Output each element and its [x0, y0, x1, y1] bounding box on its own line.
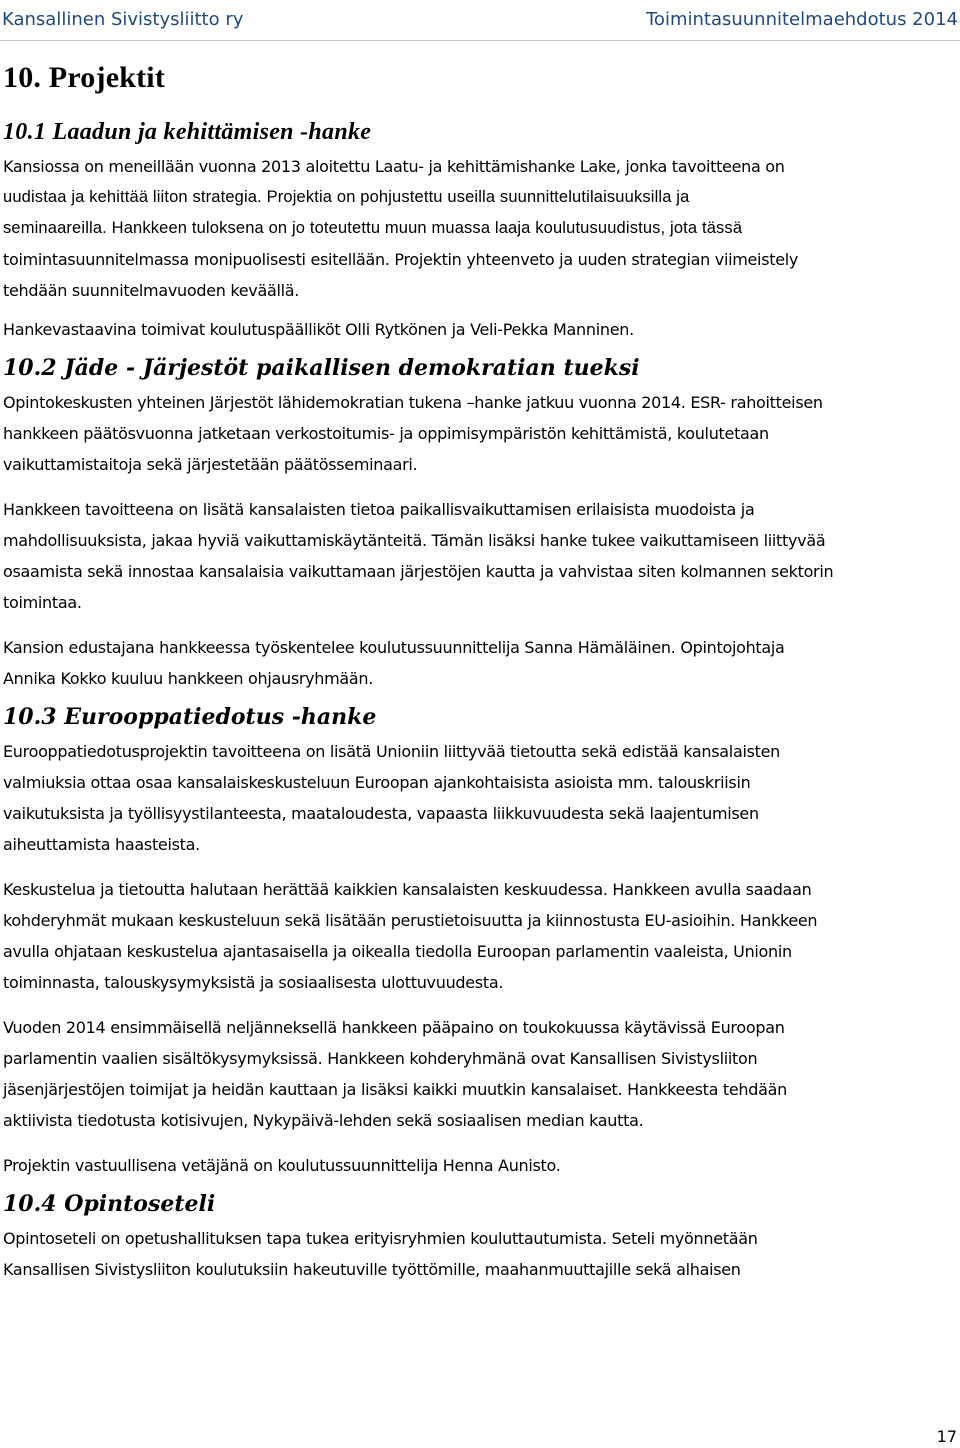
- text-line: toiminnasta, talouskysymyksistä ja sosiaalisesta ulottuvuudesta.: [3, 973, 504, 992]
- text-line: avulla ohjataan keskustelua ajantasaisella ja oikealla tiedolla Euroopan parlamentin vaaleista, Unionin: [3, 942, 792, 961]
- section-heading: 10.1 Laadun ja kehittämisen -hanke: [3, 119, 372, 145]
- text-line: Opintoseteli on opetushallituksen tapa tukea erityisryhmien kouluttautumista. Seteli myönnetään: [3, 1229, 758, 1248]
- text-line: valmiuksia ottaa osaa kansalaiskeskusteluun Euroopan ajankohtaisista asioista mm. talouskriisin: [3, 773, 751, 792]
- section-laatu-hanke: [3, 115, 955, 345]
- text-line: parlamentin vaalien sisältökysymyksissä. Hankkeen kohderyhmänä ovat Kansallisen Sivistysliiton: [3, 1049, 758, 1068]
- text-line: Opintokeskusten yhteinen Järjestöt lähidemokratian tukena –hanke jatkuu vuonna 2014. ESR- rahoitteisen: [3, 393, 823, 412]
- paragraph: [3, 314, 955, 345]
- paragraph: [3, 494, 955, 618]
- paragraph: [3, 736, 955, 860]
- text-line: tehdään suunnitelmavuoden keväällä.: [3, 281, 300, 300]
- text-line: osaamista sekä innostaa kansalaisia vaikuttamaan järjestöjen kautta ja vahvistaa siten kolmannen sektorin: [3, 562, 834, 581]
- text-line: Kansallisen Sivistysliiton koulutuksiin hakeutuville työttömille, maahanmuuttajille sekä alhaisen: [3, 1260, 741, 1279]
- text-line: Vuoden 2014 ensimmäisellä neljänneksellä hankkeen pääpaino on toukokuussa käytävissä Euroopan: [3, 1018, 785, 1037]
- text-line: Annika Kokko kuuluu hankkeen ohjausryhmään.: [3, 669, 374, 688]
- text-line: Projektin vastuullisena vetäjänä on koulutussuunnittelija Henna Aunisto.: [3, 1156, 561, 1175]
- header-document-title: Toimintasuunnitelmaehdotus 2014: [646, 9, 958, 30]
- paragraph: [3, 874, 955, 998]
- paragraph: [3, 1012, 955, 1136]
- text-line: uudistaa ja kehittää liiton strategia. Projektia on pohjustettu useilla suunnittelutilaisuuksilla ja: [3, 188, 690, 206]
- section-heading: 10.3 Eurooppatiedotus -hanke: [3, 704, 377, 730]
- text-line: vaikuttamistaitoja sekä järjestetään päätösseminaari.: [3, 455, 418, 474]
- section-jade-hanke: [3, 351, 955, 694]
- text-line: aktiivista tiedotusta kotisivujen, Nykypäivä-lehden sekä sosiaalisen median kautta.: [3, 1111, 644, 1130]
- text-line: toimintasuunnitelmassa monipuolisesti esitellään. Projektin yhteenveto ja uuden strategian viimeistely: [3, 250, 799, 269]
- text-line: Keskustelua ja tietoutta halutaan herättää kaikkien kansalaisten keskuudessa. Hankkeen avulla saadaan: [3, 880, 812, 899]
- text-line: aiheuttamista haasteista.: [3, 835, 200, 854]
- text-line: Kansion edustajana hankkeessa työskentelee koulutussuunnittelija Sanna Hämäläinen. Opintojohtaja: [3, 638, 785, 657]
- paragraph: [3, 1223, 955, 1285]
- section-heading: 10.4 Opintoseteli: [3, 1191, 216, 1217]
- section-opintoseteli: [3, 1187, 955, 1285]
- document-body: [3, 60, 955, 1299]
- text-line: Eurooppatiedotusprojektin tavoitteena on lisätä Unioniin liittyvää tietoutta sekä edistää kansalaisten: [3, 742, 780, 761]
- text-line: toimintaa.: [3, 593, 82, 612]
- paragraph: [3, 387, 955, 480]
- page-header: [0, 0, 960, 41]
- text-line: kohderyhmät mukaan keskusteluun sekä lisätään perustietoisuutta ja kiinnostusta EU-asioihin. Hankkeen: [3, 911, 818, 930]
- text-line: jäsenjärjestöjen toimijat ja heidän kauttaan ja lisäksi kaikki muutkin kansalaiset. Hankkeesta tehdään: [3, 1080, 787, 1099]
- paragraph: [3, 1150, 955, 1181]
- text-line: mahdollisuuksista, jakaa hyviä vaikuttamiskäytänteitä. Tämän lisäksi hanke tukee vaikuttamiseen liittyvää: [3, 531, 826, 550]
- header-organization: Kansallinen Sivistysliitto ry: [2, 9, 244, 30]
- text-line: Hankevastaavina toimivat koulutuspäälliköt Olli Rytkönen ja Veli-Pekka Manninen.: [3, 320, 634, 339]
- text-line: seminaareilla. Hankkeen tuloksena on jo toteutettu muun muassa laaja koulutusuudistus, jota tässä: [3, 219, 743, 237]
- section-eurooppatiedotus-hanke: [3, 700, 955, 1181]
- text-line: hankkeen päätösvuonna jatketaan verkostoitumis- ja oppimisympäristön kehittämistä, koulutetaan: [3, 424, 769, 443]
- text-line: Hankkeen tavoitteena on lisätä kansalaisten tietoa paikallisvaikuttamisen erilaisista muodoista ja: [3, 500, 755, 519]
- text-line: vaikutuksista ja työllisyystilanteesta, maataloudesta, vapaasta liikkuvuudesta sekä laajentumisen: [3, 804, 759, 823]
- chapter-title: 10. Projektit: [3, 61, 166, 94]
- paragraph: [3, 632, 955, 694]
- page-number: 17: [936, 1427, 957, 1446]
- section-heading: 10.2 Jäde - Järjestöt paikallisen demokratian tueksi: [3, 355, 640, 381]
- paragraph: [3, 151, 955, 306]
- text-line: Kansiossa on meneillään vuonna 2013 aloitettu Laatu- ja kehittämishanke Lake, jonka tavoitteena on: [3, 157, 785, 176]
